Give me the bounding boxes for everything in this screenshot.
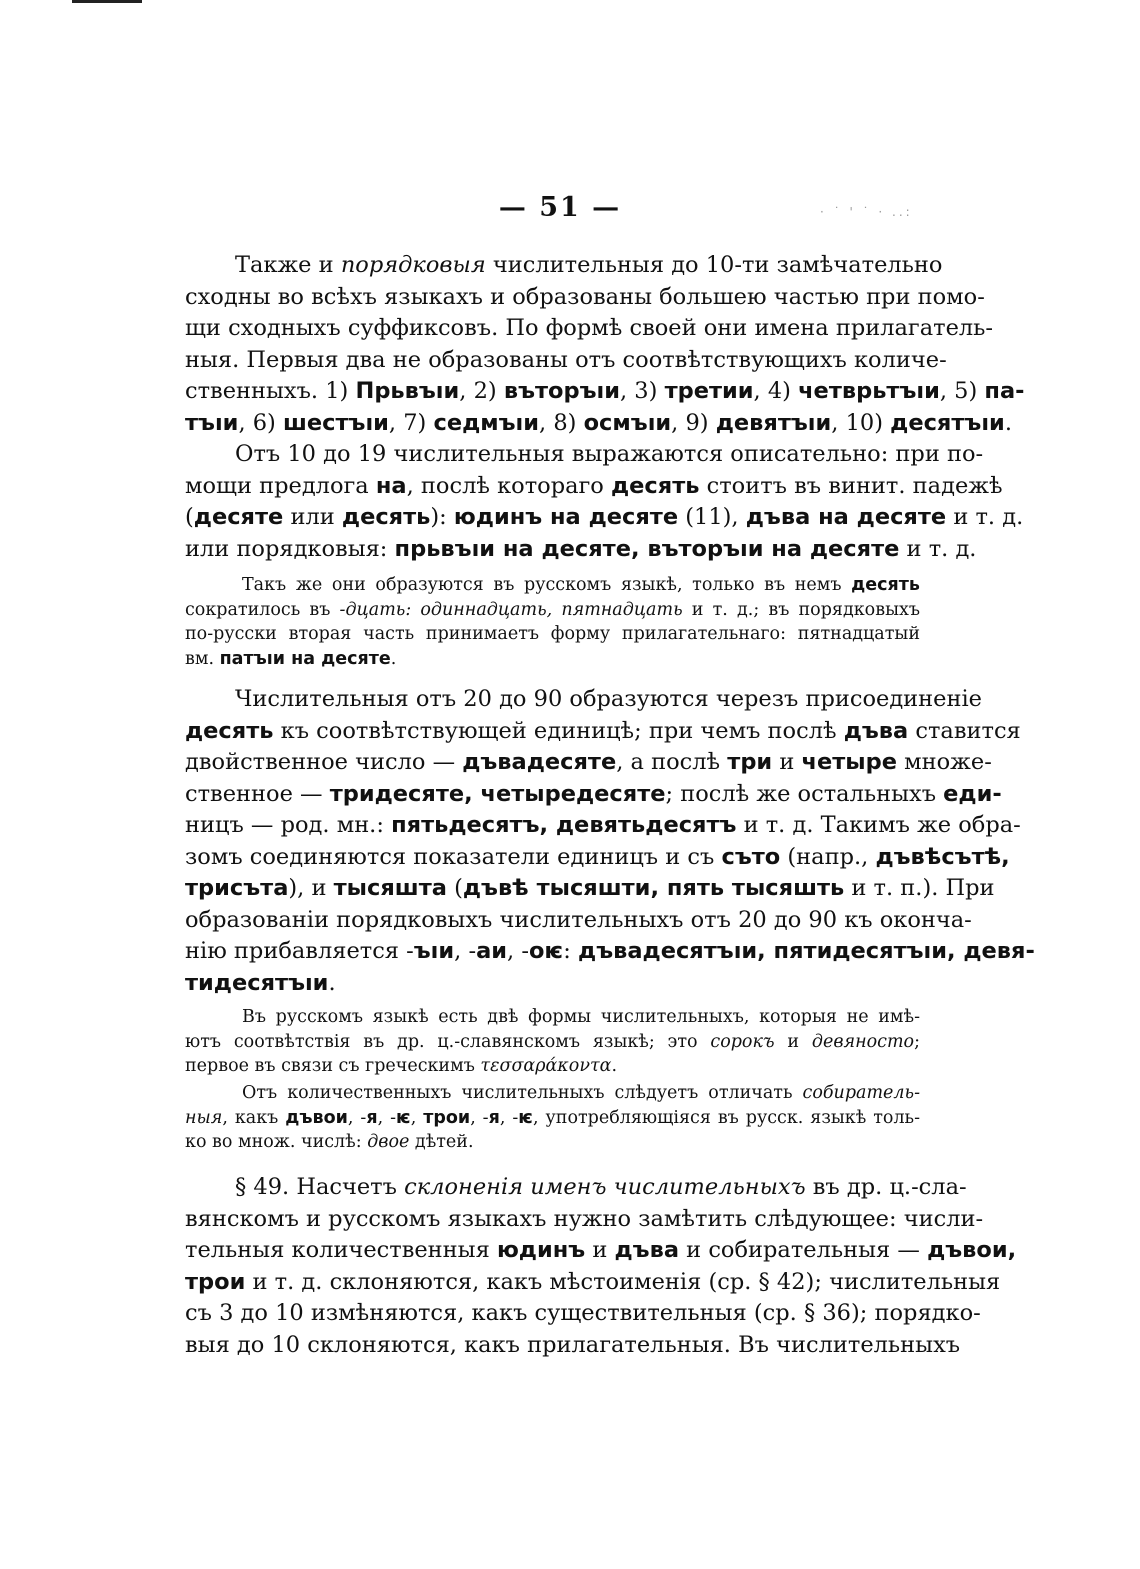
church-slavonic-word: ъıи [413,938,455,964]
text-line [185,1106,920,1131]
text-segment: , какъ [222,1107,286,1128]
text-line [185,1235,1017,1267]
text-line [185,250,943,282]
text-segment: . [390,648,397,669]
italic-term: склоненія именъ числительныхъ [404,1174,806,1200]
text-segment: ; [914,1031,920,1052]
text-line [185,313,994,345]
text-line [185,408,1012,440]
text-line [185,1267,1001,1299]
text-line [185,716,1021,748]
church-slavonic-word: осмъıи [583,409,672,436]
text-line [185,1130,920,1155]
church-slavonic-word: дъвѣсътѣ, [875,843,1010,870]
text-segment: образованіи порядковыхъ числительныхъ отъ 20 до 90 къ оконча- [185,906,972,933]
text-segment: , 5) [939,378,985,404]
church-slavonic-word: шестъıи [283,409,389,436]
church-slavonic-word: десятъıи [890,409,1005,436]
church-slavonic-word: четыре [801,749,897,775]
text-line [185,1172,967,1204]
text-segment: , - [470,1107,489,1128]
text-segment: . [328,969,336,996]
text-segment: нію прибавляется - [185,938,414,964]
church-slavonic-word: оѥ [528,938,564,964]
text-line [185,842,1010,874]
text-segment: ставится [908,717,1021,744]
text-segment: вянскомъ и русскомъ языкахъ нужно замѣтить слѣдующее: числи- [185,1205,984,1232]
text-segment: , 6) [238,409,283,436]
church-slavonic-word: аи [476,938,508,964]
church-slavonic-word: я [366,1107,378,1128]
paragraph-p3 [185,573,920,671]
church-slavonic-word: тридесяте, четыредесяте [329,780,666,807]
text-line [185,1005,920,1030]
italic-term: двое [367,1132,410,1152]
italic-term: собиратель- [802,1083,920,1103]
text-segment: щи сходныхъ суффиксовъ. По формѣ своей они имена прилагатель- [185,315,994,341]
church-slavonic-word: я [488,1107,500,1128]
church-slavonic-word: седмъıи [433,409,540,436]
paragraph-p7 [185,1172,1017,1361]
text-segment: стоитъ въ винит. падежѣ [699,472,1003,499]
text-segment: по-русски вторая часть принимаетъ форму прилагательнаго: пятнадцатый [185,624,920,644]
text-segment: ( [446,875,463,901]
text-segment: дѣтей. [409,1132,474,1152]
text-segment: , - [454,938,477,964]
text-line [185,598,920,623]
text-segment: или [283,504,342,530]
church-slavonic-word: третии [664,378,754,404]
text-segment: , - [507,938,529,964]
italic-term: сорокъ [710,1031,775,1052]
text-segment: сократилось въ [185,599,340,620]
church-slavonic-word: десять [851,575,920,595]
text-segment: двойственное число — [185,749,463,775]
church-slavonic-word: па- [984,378,1025,404]
text-segment: тельныя количественныя [185,1237,497,1263]
text-line [185,439,984,471]
church-slavonic-word: юдинъ на десяте [453,504,679,530]
paragraph-p5 [185,1005,920,1079]
text-segment: , 9) [671,409,716,436]
text-segment: , послѣ котораго [406,472,611,499]
text-segment: Отъ количественныхъ числительныхъ слѣдуетъ отличать [242,1083,803,1103]
church-slavonic-word: тъıи [185,409,239,436]
text-segment: ственное — [185,780,330,807]
church-slavonic-word: пятьдесятъ, девятьдесятъ [391,812,737,838]
church-slavonic-word: дъва [843,717,909,744]
text-segment: Такъ же они образуются въ русскомъ языкѣ, только въ немъ [242,575,852,595]
text-segment: и т. д. склоняются, какъ мѣстоименія (ср. § 42); числительныя [245,1268,1001,1295]
church-slavonic-word: девятъıи [715,409,832,436]
text-segment: первое въ связи съ греческимъ [185,1056,481,1076]
scan-noise-mark: · ˙ ' ˙ · ..: [820,205,913,219]
church-slavonic-word: десять [611,472,700,499]
text-segment: сходны во всѣхъ языкахъ и образованы большею частью при помо- [185,283,985,310]
church-slavonic-word: десяте [193,504,284,530]
text-line [185,1054,920,1079]
text-line [185,968,920,1000]
text-line [185,747,992,779]
text-segment: въ др. ц.-сла- [805,1174,967,1200]
text-line [185,502,1024,534]
text-segment: и т. п.). При [844,875,995,901]
text-segment: выя до 10 склоняются, какъ прилагательныя. Въ числительныхъ [185,1331,961,1358]
text-segment: , 2) [459,378,504,404]
text-segment: и т. д. [899,535,977,562]
church-slavonic-word: съто [721,843,781,870]
italic-term: -дцать: одиннадцать, пятнадцать [339,599,683,620]
text-segment: , а послѣ [616,749,728,775]
text-segment: , употребляющіяся въ русск. языкѣ толь- [532,1107,921,1128]
church-slavonic-word: въторъıи [503,378,620,404]
church-slavonic-word: прьвъıи на десяте, въторъıи на десяте [394,535,900,562]
text-line [185,936,1035,968]
church-slavonic-word: трои [185,1268,246,1295]
text-line [185,810,1021,842]
text-segment: (11), [678,504,746,530]
text-line [185,779,1002,811]
text-segment: и т. д.; въ порядковыхъ [682,599,920,620]
church-slavonic-word: дъвадесяте [462,749,617,775]
text-segment: ницъ — род. мн.: [185,812,392,838]
italic-term: ныя [185,1107,223,1128]
text-segment: Числительныя отъ 20 до 90 образуются черезъ присоединеніе [235,686,982,712]
church-slavonic-word: трисъта [185,875,289,901]
text-line [185,1204,984,1236]
text-line [185,647,920,672]
church-slavonic-word: на [375,472,407,499]
text-segment: , [410,1107,424,1128]
church-slavonic-word: дъвои [285,1107,348,1128]
text-segment: и [772,749,802,775]
text-line [185,345,947,377]
text-segment: съ 3 до 10 измѣняются, какъ существительныя (ср. § 36); порядко- [185,1300,981,1326]
church-slavonic-word: тысяшта [333,875,447,901]
text-segment: ), и [288,875,334,901]
church-slavonic-word: дъва [614,1237,680,1263]
church-slavonic-word: еди- [943,780,1002,807]
text-line [185,376,1025,408]
text-segment: множе- [896,749,992,775]
text-segment: и собирательныя — [679,1237,928,1263]
church-slavonic-word: патъıи на десяте [219,648,391,669]
text-segment: , - [499,1107,519,1128]
text-segment: , - [347,1107,367,1128]
text-segment: или порядковыя: [185,535,395,562]
text-segment: Также и [235,252,341,278]
church-slavonic-word: ѥ [518,1107,533,1128]
text-segment: , 8) [539,409,584,436]
text-segment: . [611,1056,618,1076]
church-slavonic-word: тидесятъıи [185,969,329,996]
text-line [185,1330,961,1362]
church-slavonic-word: ѥ [396,1107,411,1128]
church-slavonic-word: десять [185,717,274,744]
text-segment: къ соотвѣтствующей единицѣ; при чемъ послѣ [273,717,844,744]
text-segment: числительныя до 10-ти замѣчательно [485,252,943,278]
paragraph-p2 [185,439,1024,565]
text-segment: Въ русскомъ языкѣ есть двѣ формы числительныхъ, которыя не имѣ- [242,1007,920,1027]
text-line [185,873,995,905]
text-segment: и [585,1237,615,1263]
text-segment: зомъ соединяются показатели единицъ и съ [185,843,722,870]
text-segment: и т. д. [946,504,1024,530]
text-segment: § 49. Насчетъ [235,1174,405,1200]
text-segment: ныя. Первыя два не образованы отъ соотвѣтствующихъ количе- [185,346,947,373]
text-segment: Отъ 10 до 19 числительныя выражаются описательно: при по- [235,441,984,467]
paragraph-p6 [185,1081,920,1155]
church-slavonic-word: дъвадесятъıи, пятидесятъıи, девя- [578,938,1035,964]
text-line [185,622,920,647]
text-segment: , 7) [388,409,434,436]
text-segment: , 10) [831,409,891,436]
top-edge-rule [72,0,142,3]
text-segment: , 4) [753,378,799,404]
text-segment: ютъ соотвѣтствія въ др. ц.-славянскомъ языкѣ; это [185,1031,711,1052]
text-line [185,471,1003,503]
text-segment: мощи предлога [185,472,376,499]
text-segment: ственныхъ. 1) [185,378,356,404]
text-segment: вм. [185,648,220,669]
church-slavonic-word: десять [341,504,431,530]
italic-term: девяносто [811,1031,915,1052]
text-line [185,1030,920,1055]
page-number: — 51 — [498,192,622,223]
paragraph-p1 [185,250,1025,439]
text-segment: (напр., [780,843,876,870]
church-slavonic-word: четврьтъıи [798,378,940,404]
italic-term: τεσσαράκοντα [480,1056,612,1076]
text-line [185,282,985,314]
church-slavonic-word: трои [423,1107,471,1128]
church-slavonic-word: дъвѣ тысяшти, пять тысяшть [462,875,845,901]
text-segment: ко во множ. числѣ: [185,1132,368,1152]
church-slavonic-word: три [727,749,773,775]
text-line [185,1081,920,1106]
text-line [185,534,977,566]
text-segment: и т. д. Такимъ же обра- [736,812,1021,838]
text-segment: ): [430,504,454,530]
text-segment: , - [377,1107,397,1128]
text-segment: , 3) [620,378,665,404]
paragraph-p4 [185,684,1035,999]
church-slavonic-word: юдинъ [496,1237,586,1263]
text-segment: . [1004,409,1012,436]
text-segment: : [563,938,579,964]
church-slavonic-word: дъва на десяте [745,504,947,530]
text-line [185,573,920,598]
text-line [185,684,982,716]
text-segment: ( [185,504,194,530]
text-line [185,905,972,937]
text-segment: и [774,1031,812,1052]
text-segment: ; послѣ же остальныхъ [665,780,944,807]
text-line [185,1298,981,1330]
church-slavonic-word: Прьвъıи [355,378,460,404]
church-slavonic-word: дъвои, [927,1237,1017,1263]
italic-term: порядковыя [340,252,486,278]
